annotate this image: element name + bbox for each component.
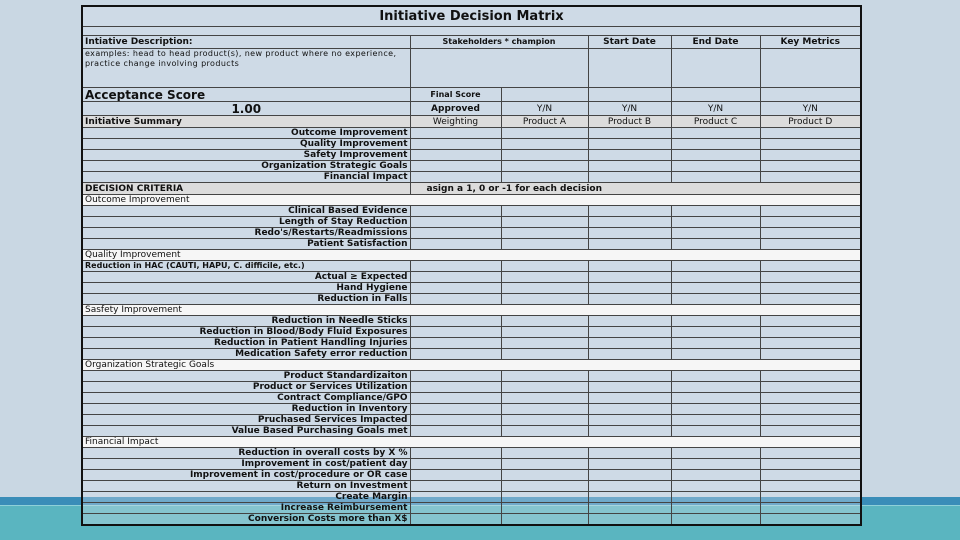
end-date-header: End Date xyxy=(671,36,760,49)
score-cell-product-a[interactable] xyxy=(501,393,588,404)
score-cell-product-d[interactable] xyxy=(760,338,861,349)
product-a-header: Product A xyxy=(501,116,588,128)
score-cell-product-b[interactable] xyxy=(588,448,671,459)
criteria-row xyxy=(82,492,861,503)
score-cell-product-b[interactable] xyxy=(588,459,671,470)
yn-product-b[interactable]: Y/N xyxy=(588,102,671,116)
criteria-row xyxy=(82,283,861,294)
score-cell-product-d[interactable] xyxy=(760,139,861,150)
score-cell-product-b[interactable] xyxy=(588,338,671,349)
weighting-cell[interactable] xyxy=(410,150,501,161)
criteria-row xyxy=(82,128,861,139)
score-cell-product-c[interactable] xyxy=(671,139,760,150)
weighting-cell[interactable] xyxy=(410,172,501,183)
score-cell-product-b[interactable] xyxy=(588,470,671,481)
criteria-label: Outcome Improvement xyxy=(82,128,410,139)
criteria-row xyxy=(82,150,861,161)
score-cell-product-d[interactable] xyxy=(760,349,861,360)
empty-weighting-cell xyxy=(410,382,501,393)
score-cell-product-b[interactable] xyxy=(588,172,671,183)
score-cell-product-a[interactable] xyxy=(501,338,588,349)
score-cell-product-c[interactable] xyxy=(671,382,760,393)
score-cell-product-d[interactable] xyxy=(760,161,861,172)
initiative-summary-label: Initiative Summary xyxy=(82,116,410,128)
weighting-cell[interactable] xyxy=(410,128,501,139)
criteria-label: Improvement in cost/patient day xyxy=(82,459,410,470)
score-cell-product-d[interactable] xyxy=(760,327,861,338)
section-title: Financial Impact xyxy=(82,437,861,448)
criteria-label: Reduction in Needle Sticks xyxy=(82,316,410,327)
end-date-cell[interactable] xyxy=(671,49,760,88)
acceptance-score-label: Acceptance Score xyxy=(82,88,410,102)
criteria-label: Reduction in HAC (CAUTI, HAPU, C. difficile, etc.) xyxy=(82,261,410,272)
score-cell-product-c[interactable] xyxy=(671,272,760,283)
score-cell-product-d[interactable] xyxy=(760,217,861,228)
score-cell-product-d[interactable] xyxy=(760,382,861,393)
empty-weighting-cell xyxy=(410,294,501,305)
description-label: Intiative Description: xyxy=(82,36,410,49)
empty-weighting-cell xyxy=(410,426,501,437)
product-c-header: Product C xyxy=(671,116,760,128)
criteria-row xyxy=(82,139,861,150)
score-cell-product-a[interactable] xyxy=(501,239,588,250)
criteria-label: Product or Services Utilization xyxy=(82,382,410,393)
criteria-label: Length of Stay Reduction xyxy=(82,217,410,228)
empty-weighting-cell xyxy=(410,316,501,327)
section-title: Quality Improvement xyxy=(82,250,861,261)
score-cell-product-b[interactable] xyxy=(588,426,671,437)
empty-weighting-cell xyxy=(410,283,501,294)
criteria-label: Increase Reimbursement xyxy=(82,503,410,514)
score-cell-product-b[interactable] xyxy=(588,261,671,272)
score-cell-product-c[interactable] xyxy=(671,150,760,161)
criteria-label: Quality Improvement xyxy=(82,139,410,150)
weighting-header: Weighting xyxy=(410,116,501,128)
score-cell-product-d[interactable] xyxy=(760,426,861,437)
score-cell-product-d[interactable] xyxy=(760,239,861,250)
section-title: Outcome Improvement xyxy=(82,195,861,206)
score-cell-product-a[interactable] xyxy=(501,161,588,172)
decision-matrix-table xyxy=(81,5,862,526)
score-cell-product-d[interactable] xyxy=(760,459,861,470)
score-cell-product-b[interactable] xyxy=(588,371,671,382)
score-cell-product-c[interactable] xyxy=(671,128,760,139)
score-cell-product-b[interactable] xyxy=(588,503,671,514)
score-cell-product-d[interactable] xyxy=(760,470,861,481)
criteria-row xyxy=(82,294,861,305)
score-cell-product-b[interactable] xyxy=(588,382,671,393)
acceptance-score-value: 1.00 xyxy=(82,102,410,116)
start-date-cell[interactable] xyxy=(588,49,671,88)
criteria-label: Product Standardizaiton xyxy=(82,371,410,382)
product-d-header: Product D xyxy=(760,116,861,128)
score-cell-product-c[interactable] xyxy=(671,349,760,360)
blank-cell xyxy=(82,27,861,36)
empty-weighting-cell xyxy=(410,492,501,503)
criteria-row xyxy=(82,404,861,415)
score-cell-product-d[interactable] xyxy=(760,206,861,217)
score-cell-product-c[interactable] xyxy=(671,459,760,470)
score-cell-product-b[interactable] xyxy=(588,239,671,250)
title-row xyxy=(82,6,861,27)
criteria-label: Contract Compliance/GPO xyxy=(82,393,410,404)
criteria-row xyxy=(82,316,861,327)
score-cell-product-b[interactable] xyxy=(588,393,671,404)
score-cell-product-a[interactable] xyxy=(501,492,588,503)
score-cell-product-b[interactable] xyxy=(588,206,671,217)
score-cell-product-a[interactable] xyxy=(501,514,588,526)
criteria-row xyxy=(82,470,861,481)
score-cell-product-c[interactable] xyxy=(671,448,760,459)
criteria-row xyxy=(82,514,861,526)
weighting-cell[interactable] xyxy=(410,139,501,150)
weighting-cell[interactable] xyxy=(410,161,501,172)
score-cell-product-b[interactable] xyxy=(588,327,671,338)
empty-weighting-cell xyxy=(410,327,501,338)
score-cell-product-d[interactable] xyxy=(760,481,861,492)
empty-weighting-cell xyxy=(410,404,501,415)
score-cell-product-c[interactable] xyxy=(671,393,760,404)
score-cell-product-c[interactable] xyxy=(671,261,760,272)
score-cell-product-d[interactable] xyxy=(760,371,861,382)
score-cell-product-c[interactable] xyxy=(671,338,760,349)
score-cell-product-b[interactable] xyxy=(588,349,671,360)
criteria-label: Value Based Purchasing Goals met xyxy=(82,426,410,437)
score-cell-product-b[interactable] xyxy=(588,272,671,283)
score-cell-product-a[interactable] xyxy=(501,503,588,514)
criteria-label: Hand Hygiene xyxy=(82,283,410,294)
empty-weighting-cell xyxy=(410,393,501,404)
score-cell-product-d[interactable] xyxy=(760,150,861,161)
criteria-row xyxy=(82,217,861,228)
empty-weighting-cell xyxy=(410,349,501,360)
yn-product-c[interactable]: Y/N xyxy=(671,102,760,116)
score-cell-product-c[interactable] xyxy=(671,161,760,172)
empty-weighting-cell xyxy=(410,503,501,514)
score-cell-product-a[interactable] xyxy=(501,228,588,239)
criteria-row xyxy=(82,382,861,393)
score-cell-product-b[interactable] xyxy=(588,404,671,415)
criteria-row xyxy=(82,161,861,172)
criteria-row xyxy=(82,448,861,459)
empty-weighting-cell xyxy=(410,448,501,459)
empty-cell xyxy=(588,88,671,102)
criteria-row xyxy=(82,426,861,437)
score-cell-product-c[interactable] xyxy=(671,514,760,526)
score-cell-product-d[interactable] xyxy=(760,128,861,139)
score-cell-product-b[interactable] xyxy=(588,128,671,139)
criteria-label: Clinical Based Evidence xyxy=(82,206,410,217)
score-cell-product-c[interactable] xyxy=(671,239,760,250)
criteria-label: Reduction in Patient Handling Injuries xyxy=(82,338,410,349)
score-cell-product-d[interactable] xyxy=(760,228,861,239)
criteria-row xyxy=(82,393,861,404)
criteria-label: Financial Impact xyxy=(82,172,410,183)
score-cell-product-a[interactable] xyxy=(501,459,588,470)
score-cell-product-c[interactable] xyxy=(671,404,760,415)
score-cell-product-a[interactable] xyxy=(501,371,588,382)
score-cell-product-c[interactable] xyxy=(671,426,760,437)
criteria-label: Medication Safety error reduction xyxy=(82,349,410,360)
start-date-header: Start Date xyxy=(588,36,671,49)
section-header-row xyxy=(82,195,861,206)
header-row xyxy=(82,36,861,49)
score-cell-product-a[interactable] xyxy=(501,415,588,426)
score-cell-product-d[interactable] xyxy=(760,261,861,272)
empty-weighting-cell xyxy=(410,470,501,481)
section-header-row xyxy=(82,305,861,316)
section-title: Sasfety Improvement xyxy=(82,305,861,316)
score-cell-product-c[interactable] xyxy=(671,415,760,426)
criteria-label: Redo's/Restarts/Readmissions xyxy=(82,228,410,239)
score-cell-product-d[interactable] xyxy=(760,514,861,526)
decision-instruction: asign a 1, 0 or -1 for each decision xyxy=(410,183,861,195)
score-cell-product-d[interactable] xyxy=(760,283,861,294)
criteria-label: Create Margin xyxy=(82,492,410,503)
approved-label: Approved xyxy=(410,102,501,116)
section-header-row xyxy=(82,250,861,261)
criteria-label: Improvement in cost/procedure or OR case xyxy=(82,470,410,481)
criteria-label: Organization Strategic Goals xyxy=(82,161,410,172)
score-cell-product-c[interactable] xyxy=(671,172,760,183)
score-cell-product-b[interactable] xyxy=(588,492,671,503)
empty-weighting-cell xyxy=(410,338,501,349)
score-cell-product-c[interactable] xyxy=(671,492,760,503)
criteria-label: Reduction in Inventory xyxy=(82,404,410,415)
summary-header-row xyxy=(82,116,861,128)
empty-weighting-cell xyxy=(410,272,501,283)
score-cell-product-c[interactable] xyxy=(671,283,760,294)
score-cell-product-d[interactable] xyxy=(760,294,861,305)
criteria-row xyxy=(82,503,861,514)
criteria-row xyxy=(82,172,861,183)
criteria-row xyxy=(82,459,861,470)
score-cell-product-b[interactable] xyxy=(588,150,671,161)
criteria-label: Conversion Costs more than X$ xyxy=(82,514,410,526)
score-cell-product-a[interactable] xyxy=(501,448,588,459)
score-cell-product-c[interactable] xyxy=(671,327,760,338)
score-cell-product-a[interactable] xyxy=(501,426,588,437)
score-cell-product-c[interactable] xyxy=(671,206,760,217)
criteria-label: Actual ≥ Expected xyxy=(82,272,410,283)
section-header-row xyxy=(82,437,861,448)
criteria-row xyxy=(82,349,861,360)
score-cell-product-a[interactable] xyxy=(501,283,588,294)
empty-weighting-cell xyxy=(410,217,501,228)
final-score-label: Final Score xyxy=(410,88,501,102)
empty-weighting-cell xyxy=(410,481,501,492)
criteria-row xyxy=(82,338,861,349)
criteria-label: Pruchased Services Impacted xyxy=(82,415,410,426)
score-cell-product-b[interactable] xyxy=(588,294,671,305)
score-cell-product-c[interactable] xyxy=(671,316,760,327)
empty-weighting-cell xyxy=(410,206,501,217)
score-cell-product-a[interactable] xyxy=(501,382,588,393)
empty-weighting-cell xyxy=(410,459,501,470)
score-cell-product-b[interactable] xyxy=(588,283,671,294)
score-cell-product-d[interactable] xyxy=(760,415,861,426)
score-cell-product-b[interactable] xyxy=(588,415,671,426)
key-metrics-header: Key Metrics xyxy=(760,36,861,49)
yn-product-d[interactable]: Y/N xyxy=(760,102,861,116)
stakeholders-cell[interactable] xyxy=(410,49,588,88)
score-cell-product-a[interactable] xyxy=(501,327,588,338)
score-cell-product-a[interactable] xyxy=(501,217,588,228)
empty-cell xyxy=(671,88,760,102)
final-score-cell[interactable] xyxy=(501,88,588,102)
acceptance-row xyxy=(82,88,861,102)
criteria-label: Patient Satisfaction xyxy=(82,239,410,250)
empty-weighting-cell xyxy=(410,514,501,526)
score-cell-product-c[interactable] xyxy=(671,481,760,492)
score-cell-product-b[interactable] xyxy=(588,514,671,526)
empty-weighting-cell xyxy=(410,239,501,250)
criteria-label: Return on Investment xyxy=(82,481,410,492)
empty-weighting-cell xyxy=(410,228,501,239)
score-cell-product-c[interactable] xyxy=(671,217,760,228)
criteria-label: Reduction in Falls xyxy=(82,294,410,305)
score-cell-product-b[interactable] xyxy=(588,316,671,327)
criteria-label: Reduction in Blood/Body Fluid Exposures xyxy=(82,327,410,338)
product-b-header: Product B xyxy=(588,116,671,128)
criteria-row xyxy=(82,371,861,382)
description-row xyxy=(82,49,861,88)
criteria-row xyxy=(82,327,861,338)
score-cell-product-d[interactable] xyxy=(760,404,861,415)
key-metrics-cell[interactable] xyxy=(760,49,861,88)
score-cell-product-b[interactable] xyxy=(588,161,671,172)
criteria-row xyxy=(82,261,861,272)
score-cell-product-a[interactable] xyxy=(501,150,588,161)
empty-weighting-cell xyxy=(410,261,501,272)
score-cell-product-a[interactable] xyxy=(501,470,588,481)
score-cell-product-a[interactable] xyxy=(501,272,588,283)
score-cell-product-a[interactable] xyxy=(501,481,588,492)
score-cell-product-a[interactable] xyxy=(501,261,588,272)
blank-row xyxy=(82,27,861,36)
score-cell-product-a[interactable] xyxy=(501,172,588,183)
criteria-row xyxy=(82,481,861,492)
score-cell-product-d[interactable] xyxy=(760,272,861,283)
score-cell-product-a[interactable] xyxy=(501,349,588,360)
criteria-row xyxy=(82,239,861,250)
empty-weighting-cell xyxy=(410,371,501,382)
criteria-label: Reduction in overall costs by X % xyxy=(82,448,410,459)
score-cell-product-c[interactable] xyxy=(671,503,760,514)
criteria-row xyxy=(82,415,861,426)
score-cell-product-d[interactable] xyxy=(760,448,861,459)
stakeholders-header: Stakeholders * champion xyxy=(410,36,588,49)
score-cell-product-d[interactable] xyxy=(760,172,861,183)
decision-criteria-row xyxy=(82,183,861,195)
score-cell-product-a[interactable] xyxy=(501,139,588,150)
score-cell-product-d[interactable] xyxy=(760,393,861,404)
score-cell-product-a[interactable] xyxy=(501,316,588,327)
score-cell-product-d[interactable] xyxy=(760,503,861,514)
criteria-label: Safety Improvement xyxy=(82,150,410,161)
score-cell-product-c[interactable] xyxy=(671,470,760,481)
score-cell-product-a[interactable] xyxy=(501,206,588,217)
yn-product-a[interactable]: Y/N xyxy=(501,102,588,116)
section-title: Organization Strategic Goals xyxy=(82,360,861,371)
empty-cell xyxy=(760,88,861,102)
score-cell-product-a[interactable] xyxy=(501,128,588,139)
score-cell-product-c[interactable] xyxy=(671,228,760,239)
page-title: Initiative Decision Matrix xyxy=(82,6,861,27)
score-row xyxy=(82,102,861,116)
criteria-row xyxy=(82,206,861,217)
criteria-row xyxy=(82,228,861,239)
score-cell-product-d[interactable] xyxy=(760,492,861,503)
score-cell-product-d[interactable] xyxy=(760,316,861,327)
score-cell-product-b[interactable] xyxy=(588,481,671,492)
score-cell-product-c[interactable] xyxy=(671,294,760,305)
score-cell-product-b[interactable] xyxy=(588,217,671,228)
score-cell-product-a[interactable] xyxy=(501,404,588,415)
criteria-row xyxy=(82,272,861,283)
description-text[interactable]: examples: head to head product(s), new product where no experience, practice change involving products xyxy=(82,49,410,88)
section-header-row xyxy=(82,360,861,371)
score-cell-product-a[interactable] xyxy=(501,294,588,305)
score-cell-product-b[interactable] xyxy=(588,139,671,150)
empty-weighting-cell xyxy=(410,415,501,426)
decision-criteria-label: DECISION CRITERIA xyxy=(82,183,410,195)
score-cell-product-c[interactable] xyxy=(671,371,760,382)
score-cell-product-b[interactable] xyxy=(588,228,671,239)
